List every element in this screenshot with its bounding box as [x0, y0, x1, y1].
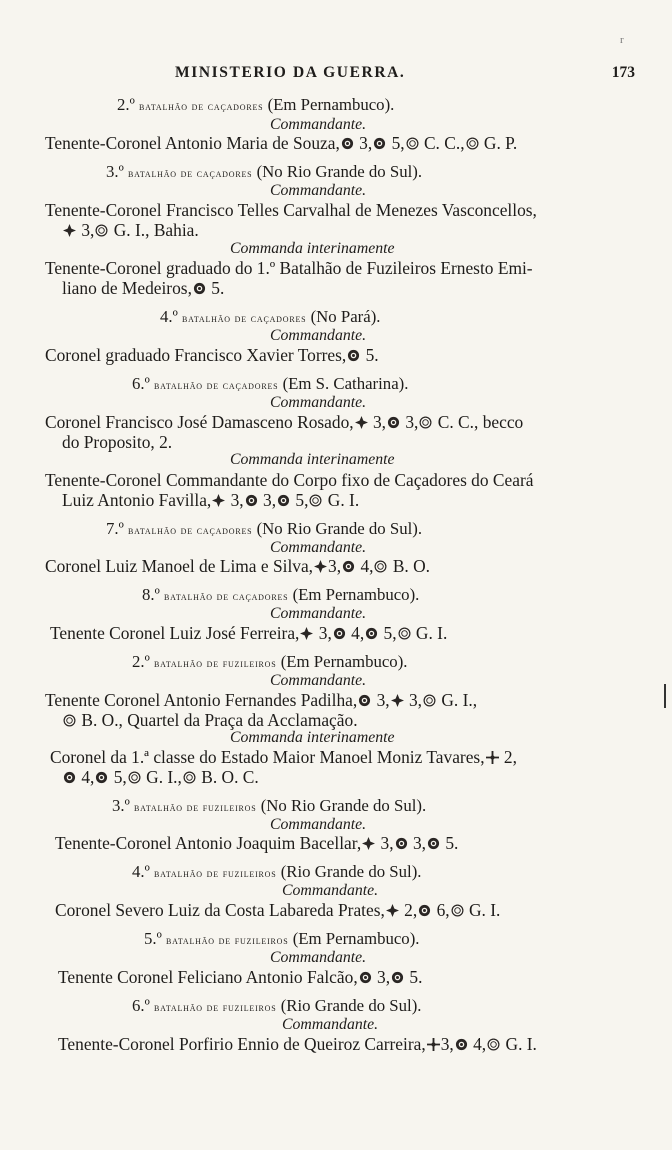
officer-line — [50, 747, 517, 767]
star-order-icon — [391, 694, 404, 707]
section-heading — [160, 307, 381, 328]
q1-pre: Coronel da 1.ª classe do Estado Maior Manoel Moniz Tavares, — [50, 747, 485, 767]
h-sc: batalhão de fuzileiros — [154, 1000, 277, 1014]
role: Commandante. — [270, 672, 367, 689]
decoration-grade: 3, — [354, 133, 373, 153]
rose-order-icon — [427, 837, 440, 850]
decoration-grade: 3, — [376, 833, 394, 853]
decoration-grade: 5. — [440, 833, 459, 853]
h-num: 2.º — [132, 652, 150, 671]
officer-line — [45, 690, 477, 710]
h-sc: batalhão de caçadores — [154, 378, 279, 392]
decoration-grade: 4, — [77, 767, 95, 787]
officer-line — [45, 556, 430, 576]
role-label — [270, 538, 366, 558]
decoration-grade: 3, — [77, 220, 95, 240]
section-heading — [117, 95, 394, 116]
decoration-grade: 5. — [361, 345, 379, 365]
rose-order-icon — [333, 627, 346, 640]
decoration-grade: 6, — [432, 900, 450, 920]
decoration-grade: C. C., — [419, 133, 465, 153]
section-heading — [106, 519, 422, 540]
officer-line — [50, 623, 447, 643]
role: Commandante. — [270, 327, 367, 344]
p1-pre: Tenente-Coronel Francisco Telles Carvalhal de Menezes Vasconcellos, — [45, 200, 537, 220]
officer-line — [45, 133, 517, 153]
role-label — [282, 1015, 378, 1035]
running-header — [175, 64, 635, 86]
officer-line — [62, 490, 359, 510]
decoration-grade: G. I. — [501, 1034, 537, 1054]
role2: Commanda interinamente — [230, 240, 395, 257]
section-heading — [106, 162, 422, 183]
h-num: 4.º — [132, 862, 150, 881]
h-loc: (No Rio Grande do Sul). — [260, 796, 427, 815]
rose-order-icon — [245, 494, 258, 507]
role: Commandante. — [282, 882, 379, 899]
circle-order-icon — [487, 1038, 500, 1051]
p1-pre: Tenente Coronel Antonio Fernandes Padilha, — [45, 690, 358, 710]
running-title: MINISTERIO DA GUERRA. — [175, 64, 406, 81]
role-label — [270, 671, 366, 691]
role: Commandante. — [270, 816, 367, 833]
officer-line — [45, 412, 523, 432]
circle-order-icon — [466, 137, 479, 150]
decoration-grade: B. O. C. — [196, 767, 259, 787]
role-label — [270, 948, 366, 968]
h-num: 4.º — [160, 307, 178, 326]
role: Commandante. — [270, 116, 367, 133]
rose-order-icon — [387, 416, 400, 429]
h-sc: batalhão de fuzileiros — [166, 933, 289, 947]
officer-line — [58, 1034, 537, 1054]
decoration-grade: 5, — [109, 767, 127, 787]
h-num: 2.º — [117, 95, 135, 114]
rose-order-icon — [365, 627, 378, 640]
h-sc: batalhão de caçadores — [128, 523, 253, 537]
officer-line — [62, 767, 259, 787]
h-num: 6.º — [132, 996, 150, 1015]
role-label — [270, 393, 366, 413]
section-heading — [142, 585, 419, 606]
star-order-icon — [362, 837, 375, 850]
h-sc: batalhão de fuzileiros — [134, 800, 257, 814]
h-loc: (No Pará). — [310, 307, 381, 326]
decoration-grade: 3, — [258, 490, 277, 510]
decoration-grade: 5, — [291, 490, 309, 510]
h-loc: (No Rio Grande do Sul). — [256, 162, 423, 181]
decoration-grade: G. I. — [411, 623, 448, 643]
q1: Tenente-Coronel graduado do 1.º Batalhão de Fuzileiros Ernesto Emi- — [45, 258, 533, 278]
decoration-grade: 4, — [468, 1034, 487, 1054]
officer-line — [45, 200, 537, 220]
role: Commandante. — [270, 182, 367, 199]
decoration-grade: 5. — [405, 967, 423, 987]
decoration-grade: 3, — [372, 967, 391, 987]
corner-mark: r — [620, 34, 624, 46]
role-label — [230, 728, 395, 748]
circle-order-icon — [423, 694, 436, 707]
decoration-grade: 4, — [346, 623, 365, 643]
officer-line — [55, 833, 458, 853]
h-loc: (Em Pernambuco). — [292, 929, 420, 948]
star-order-icon — [212, 494, 225, 507]
officer-line — [62, 220, 199, 240]
role-label — [270, 604, 366, 624]
circle-order-icon — [419, 416, 432, 429]
circle-order-icon — [374, 560, 387, 573]
decoration-grade: 3, — [401, 412, 419, 432]
officer-line — [55, 900, 500, 920]
role-label — [282, 881, 378, 901]
cross-order-icon — [486, 751, 499, 764]
decoration-grade: 4, — [356, 556, 374, 576]
h-sc: batalhão de caçadores — [182, 311, 307, 325]
decoration-grade: 5, — [379, 623, 397, 643]
h-sc: batalhão de caçadores — [164, 589, 289, 603]
p1-pre: Tenente-Coronel Porfirio Ennio de Queiroz Carreira, — [58, 1034, 426, 1054]
decoration-grade: G. I. — [323, 490, 360, 510]
decoration-grade: G. I., — [141, 767, 182, 787]
h-sc: batalhão de caçadores — [139, 99, 264, 113]
rose-order-icon — [95, 771, 108, 784]
officer-line — [45, 258, 533, 278]
section-heading — [132, 652, 407, 673]
decoration-grade: 3, — [226, 490, 244, 510]
decoration-grade: 3, — [314, 623, 332, 643]
p1-pre: Tenente Coronel Feliciano Antonio Falcão, — [58, 967, 358, 987]
decoration-grade: G. P. — [479, 133, 518, 153]
page-number: 173 — [611, 64, 635, 81]
rose-order-icon — [358, 694, 371, 707]
role-label — [270, 815, 366, 835]
q1: Tenente-Coronel Commandante do Corpo fixo de Caçadores do Ceará — [45, 470, 534, 490]
section-heading — [132, 862, 421, 883]
rose-order-icon — [341, 137, 354, 150]
decoration-grade: C. C., becco — [433, 412, 524, 432]
officer-line — [62, 432, 172, 452]
circle-order-icon — [451, 904, 464, 917]
role: Commandante. — [270, 539, 367, 556]
circle-order-icon — [63, 714, 76, 727]
h-loc: (Em Pernambuco). — [292, 585, 420, 604]
section-heading — [132, 996, 421, 1017]
section-heading — [144, 929, 419, 950]
circle-order-icon — [406, 137, 419, 150]
rose-order-icon — [359, 971, 372, 984]
decoration-grade: G. I., — [437, 690, 478, 710]
decoration-grade: 3, — [328, 556, 342, 576]
p1-pre: Tenente-Coronel Antonio Joaquim Bacellar, — [55, 833, 362, 853]
decoration-grade: B. O. — [388, 556, 431, 576]
circle-order-icon — [309, 494, 322, 507]
role2: Commanda interinamente — [230, 729, 395, 746]
rose-order-icon — [391, 971, 404, 984]
officer-line — [45, 470, 533, 490]
decoration-grade: 3, — [404, 690, 423, 710]
decoration-grade: 3, — [408, 833, 426, 853]
q2-pre: liano de Medeiros, — [62, 278, 192, 298]
h-num: 3.º — [112, 796, 130, 815]
rose-order-icon — [455, 1038, 468, 1051]
h-loc: (Rio Grande do Sul). — [280, 996, 422, 1015]
role: Commandante. — [282, 1016, 379, 1033]
role: Commandante. — [270, 949, 367, 966]
decoration-grade: 3, — [368, 412, 387, 432]
p1-pre: Coronel Severo Luiz da Costa Labareda Prates, — [55, 900, 385, 920]
section-heading — [112, 796, 426, 817]
h-sc: batalhão de fuzileiros — [154, 866, 277, 880]
rose-order-icon — [63, 771, 76, 784]
p1-pre: Coronel graduado Francisco Xavier Torres, — [45, 345, 347, 365]
decoration-grade: 5, — [387, 133, 405, 153]
h-sc: batalhão de fuzileiros — [154, 656, 277, 670]
rose-order-icon — [373, 137, 386, 150]
role-label — [270, 181, 366, 201]
star-order-icon — [355, 416, 368, 429]
h-num: 5.º — [144, 929, 162, 948]
role-label — [230, 450, 395, 470]
circle-order-icon — [128, 771, 141, 784]
decoration-grade: 3, — [372, 690, 390, 710]
circle-order-icon — [398, 627, 411, 640]
rose-order-icon — [193, 282, 206, 295]
decoration-grade: 2, — [499, 747, 517, 767]
circle-order-icon — [183, 771, 196, 784]
circle-order-icon — [95, 224, 108, 237]
role2: Commanda interinamente — [230, 451, 395, 468]
decoration-grade: B. O., Quartel da Praça da Acclamação. — [77, 710, 358, 730]
h-num: 3.º — [106, 162, 124, 181]
officer-line — [58, 967, 422, 987]
star-order-icon — [386, 904, 399, 917]
officer-line — [62, 278, 224, 298]
decoration-grade: G. I., Bahia. — [109, 220, 199, 240]
margin-mark — [664, 684, 666, 708]
officer-line — [62, 710, 358, 730]
rose-order-icon — [277, 494, 290, 507]
rose-order-icon — [347, 349, 360, 362]
rose-order-icon — [418, 904, 431, 917]
h-loc: (Em Pernambuco). — [280, 652, 408, 671]
rose-order-icon — [395, 837, 408, 850]
role: Commandante. — [270, 605, 367, 622]
h-loc: (Em S. Catharina). — [282, 374, 409, 393]
role: Commandante. — [270, 394, 367, 411]
officer-line — [45, 345, 379, 365]
decoration-grade: 2, — [399, 900, 418, 920]
star-order-icon — [300, 627, 313, 640]
cross-order-icon — [427, 1038, 440, 1051]
p1-pre: Coronel Luiz Manoel de Lima e Silva, — [45, 556, 314, 576]
role-label — [270, 326, 366, 346]
h-sc: batalhão de caçadores — [128, 166, 253, 180]
p1-pre: Tenente Coronel Luiz José Ferreira, — [50, 623, 300, 643]
q2-pre: Luiz Antonio Favilla, — [62, 490, 212, 510]
h-loc: (Rio Grande do Sul). — [280, 862, 422, 881]
star-order-icon — [63, 224, 76, 237]
h-num: 7.º — [106, 519, 124, 538]
role-label — [270, 115, 366, 135]
p1-pre: Coronel Francisco José Damasceno Rosado, — [45, 412, 354, 432]
p1-pre: Tenente-Coronel Antonio Maria de Souza, — [45, 133, 340, 153]
p2: do Proposito, 2. — [62, 432, 173, 452]
star-order-icon — [314, 560, 327, 573]
decoration-grade: G. I. — [464, 900, 501, 920]
rose-order-icon — [342, 560, 355, 573]
h-num: 8.º — [142, 585, 160, 604]
section-heading — [132, 374, 408, 395]
decoration-grade: 3, — [440, 1034, 454, 1054]
role-label — [230, 239, 395, 259]
h-num: 6.º — [132, 374, 150, 393]
h-loc: (Em Pernambuco). — [267, 95, 395, 114]
h-loc: (No Rio Grande do Sul). — [256, 519, 423, 538]
decoration-grade: 5. — [206, 278, 225, 298]
